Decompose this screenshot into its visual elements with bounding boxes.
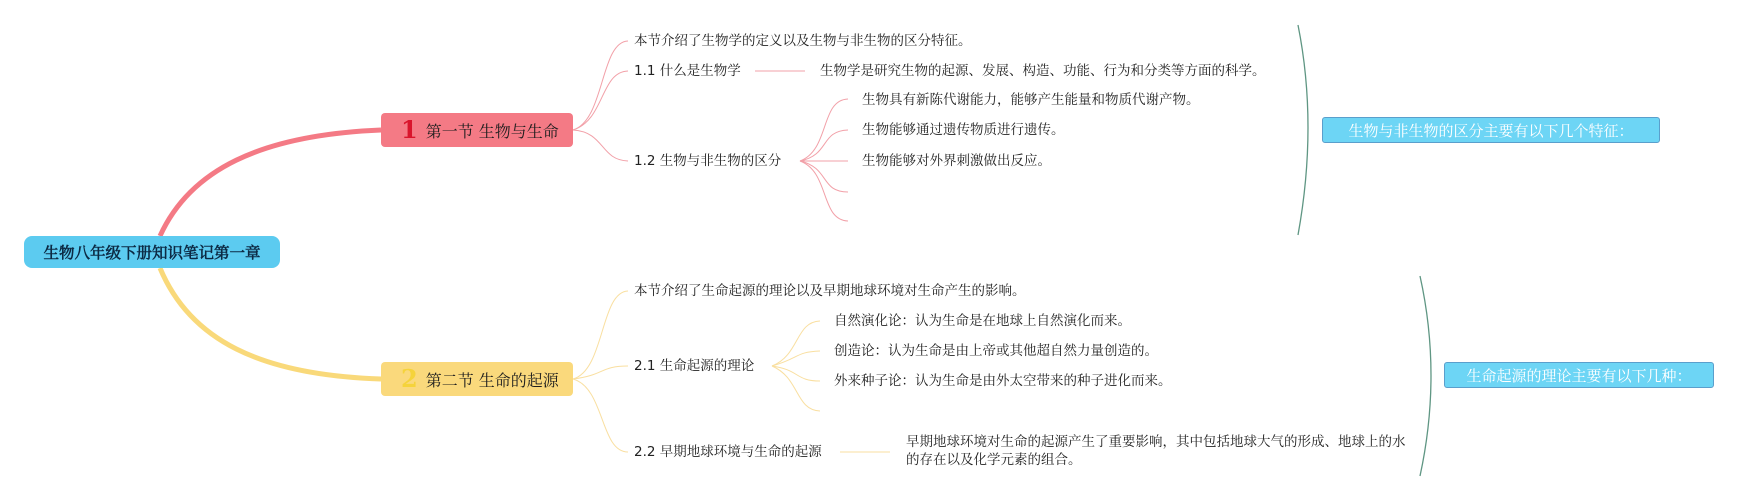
section-1-node[interactable] xyxy=(381,113,573,147)
section-1-summary[interactable] xyxy=(1322,117,1660,143)
topic-1-2-item[interactable]: 生物具有新陈代谢能力，能够产生能量和物质代谢产物。 xyxy=(862,92,1200,108)
section-1-title: 第一节 生物与生命 xyxy=(425,121,559,141)
root-label: 生物八年级下册知识笔记第一章 xyxy=(43,244,261,262)
topic-2-2-detail[interactable]: 早期地球环境对生命的起源产生了重要影响，其中包括地球大气的形成、地球上的水的存在以及化学元素的组合。 xyxy=(906,434,1406,468)
topic-2-1-label[interactable]: 2.1 生命起源的理论 xyxy=(634,358,755,374)
topic-1-1-detail[interactable]: 生物学是研究生物的起源、发展、构造、功能、行为和分类等方面的科学。 xyxy=(820,63,1266,79)
topic-1-2-label[interactable]: 1.2 生物与非生物的区分 xyxy=(634,153,782,169)
section-1-summary-label: 生物与非生物的区分主要有以下几个特征： xyxy=(1348,121,1634,140)
section-1-number-icon: 1 xyxy=(401,115,418,144)
topic-1-2-item[interactable]: 生物能够通过遗传物质进行遗传。 xyxy=(862,122,1065,138)
topic-2-1-item[interactable]: 创造论：认为生命是由上帝或其他超自然力量创造的。 xyxy=(834,343,1158,359)
root-node[interactable] xyxy=(24,236,280,268)
topic-2-1-item[interactable]: 外来种子论：认为生命是由外太空带来的种子进化而来。 xyxy=(834,373,1172,389)
section-2-summary[interactable] xyxy=(1444,362,1714,388)
topic-1-1-label[interactable]: 1.1 什么是生物学 xyxy=(634,63,741,79)
section-2-title: 第二节 生命的起源 xyxy=(425,370,559,390)
section-2-number-icon: 2 xyxy=(401,364,418,393)
topic-2-1-item[interactable]: 自然演化论：认为生命是在地球上自然演化而来。 xyxy=(834,313,1131,329)
section-2-intro[interactable]: 本节介绍了生命起源的理论以及早期地球环境对生命产生的影响。 xyxy=(634,283,1026,299)
section-2-node[interactable] xyxy=(381,362,573,396)
topic-2-2-label[interactable]: 2.2 早期地球环境与生命的起源 xyxy=(634,444,822,460)
section-1-intro[interactable]: 本节介绍了生物学的定义以及生物与非生物的区分特征。 xyxy=(634,33,972,49)
topic-1-2-item[interactable]: 生物能够对外界刺激做出反应。 xyxy=(862,153,1051,169)
section-2-summary-label: 生命起源的理论主要有以下几种： xyxy=(1466,366,1692,385)
